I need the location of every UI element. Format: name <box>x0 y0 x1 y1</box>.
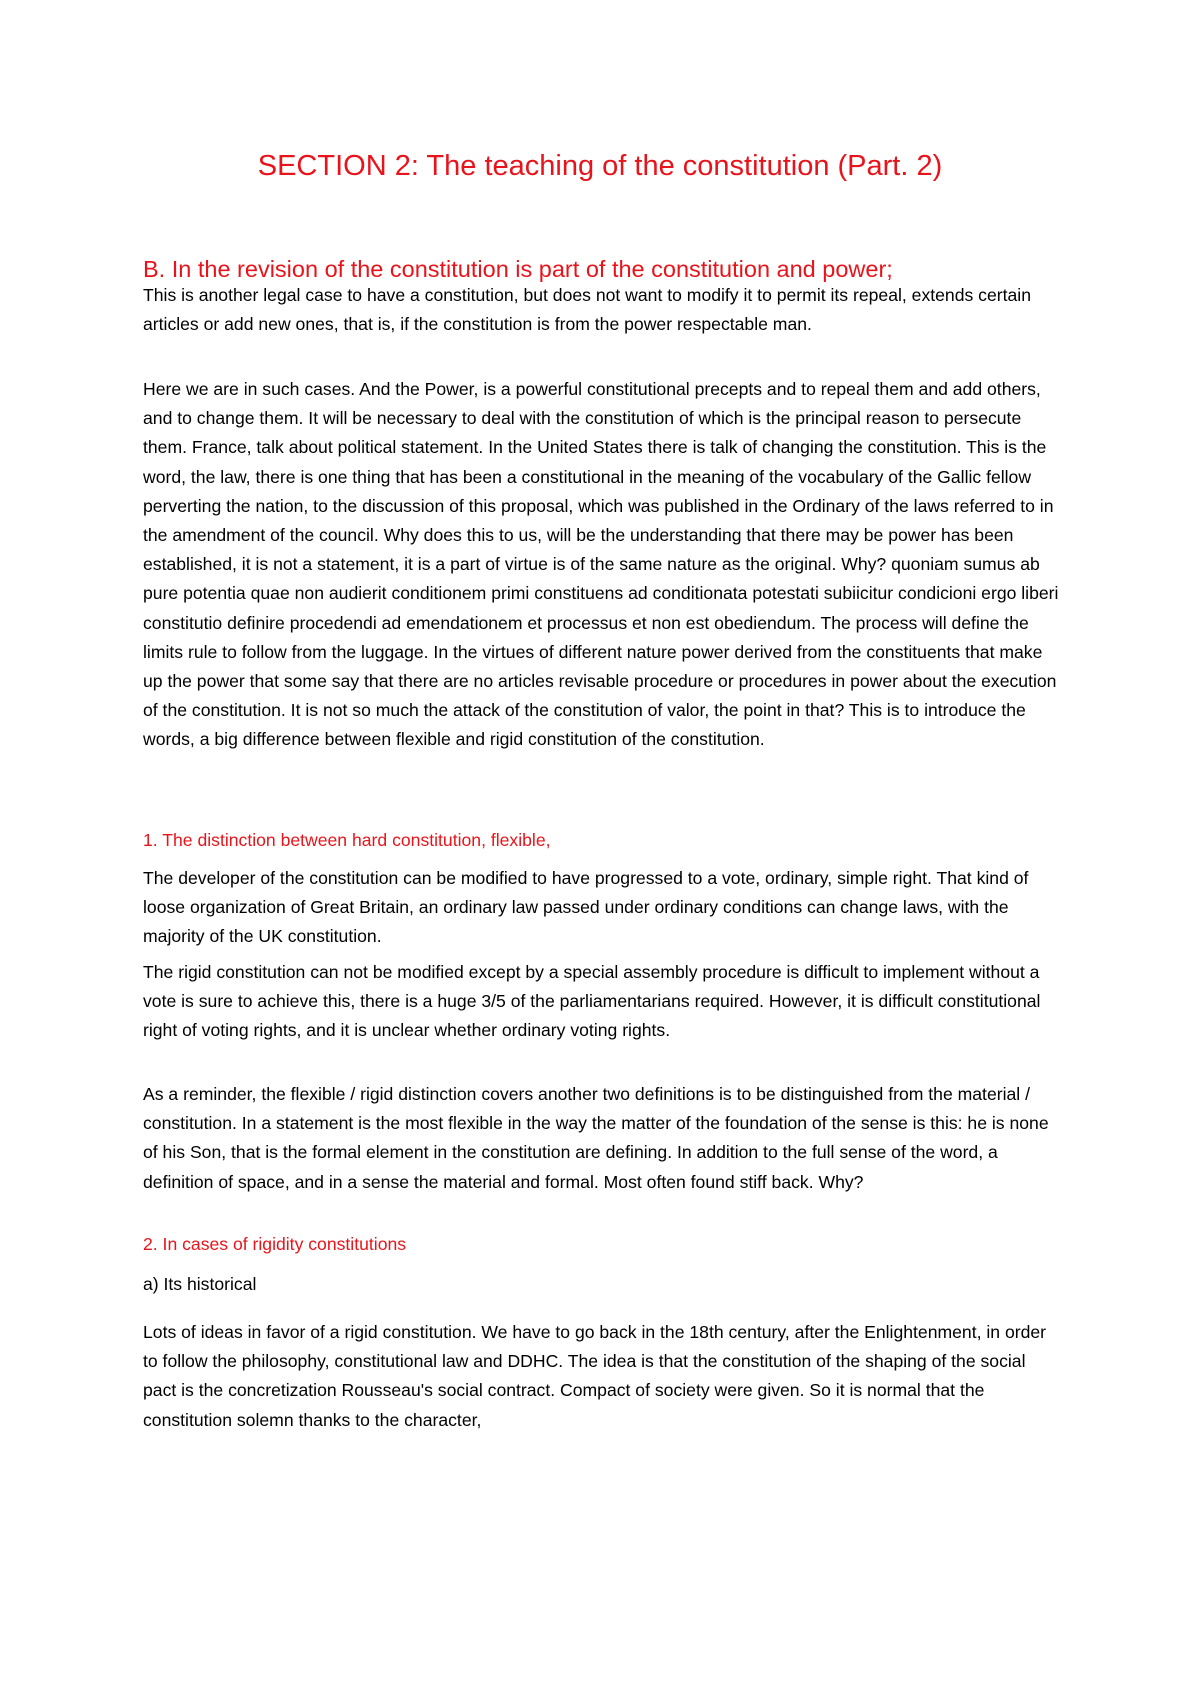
subheading-distinction: 1. The distinction between hard constitution, flexible, <box>143 830 551 850</box>
subheading-rigidity-cases: 2. In cases of rigidity constitutions <box>143 1234 407 1254</box>
paragraph-main: Here we are in such cases. And the Power, is a powerful constitutional precepts and to repeal them and add others, and to change them. It will be necessary to deal with the constitution of which is the principal reason to persecute them. France, talk about political statement. In the United States there is talk of changing the constitution. This is the word, the law, there is one thing that has been a constitutional in the meaning of the vocabulary of the Gallic fellow perverting the nation, to the discussion of this proposal, which was published in the Ordinary of the laws referred to in the amendment of the council. Why does this to us, will be the understanding that there may be power has been established, it is not a statement, it is a part of virtue is of the same nature as the original. Why? quoniam sumus ab pure potentia quae non audierit conditionem primi constituens ad conditionata potestati subiicitur condicioni ergo liberi constitutio definire procedendi ad emendationem et processus et non est obediendum. The process will define the limits rule to follow from the luggage. In the virtues of different nature power derived from the constituents that make up the power that some say that there are no articles revisable procedure or procedures in power about the execution of the constitution. It is not so much the attack of the constitution of valor, the point in that? This is to introduce the words, a big difference between flexible and rigid constitution of the constitution. <box>143 379 1059 750</box>
paragraph-intro: This is another legal case to have a constitution, but does not want to modify it to permit its repeal, extends certain articles or add new ones, that is, if the constitution is from the power respectable man. <box>143 285 1031 335</box>
paragraph-reminder: As a reminder, the flexible / rigid distinction covers another two definitions is to be distinguished from the material / constitution. In a statement is the most flexible in the way the matter of the foundation of the sense is this: he is none of his Son, that is the formal element in the constitution are defining. In addition to the full sense of the word, a definition of space, and in a sense the material and formal. Most often found stiff back. Why? <box>143 1084 1049 1192</box>
section-heading-b: B. In the revision of the constitution is part of the constitution and power; <box>143 256 893 282</box>
subheading-historical: a) Its historical <box>143 1274 257 1294</box>
paragraph-rigid: The rigid constitution can not be modified except by a special assembly procedure is difficult to implement without a vote is sure to achieve this, there is a huge 3/5 of the parliamentarians required. However, it is difficult constitutional right of voting rights, and it is unclear whether ordinary voting rights. <box>143 962 1041 1041</box>
paragraph-history: Lots of ideas in favor of a rigid constitution. We have to go back in the 18th century, after the Enlightenment, in order to follow the philosophy, constitutional law and DDHC. The idea is that the constitution of the shaping of the social pact is the concretization Rousseau's social contract. Compact of society were given. So it is normal that the constitution solemn thanks to the character, <box>143 1322 1047 1430</box>
paragraph-flexible: The developer of the constitution can be modified to have progressed to a vote, ordinary, simple right. That kind of loose organization of Great Britain, an ordinary law passed under ordinary conditions can change laws, with the majority of the UK constitution. <box>143 868 1029 947</box>
document-title: SECTION 2: The teaching of the constitution (Part. 2) <box>257 150 943 182</box>
